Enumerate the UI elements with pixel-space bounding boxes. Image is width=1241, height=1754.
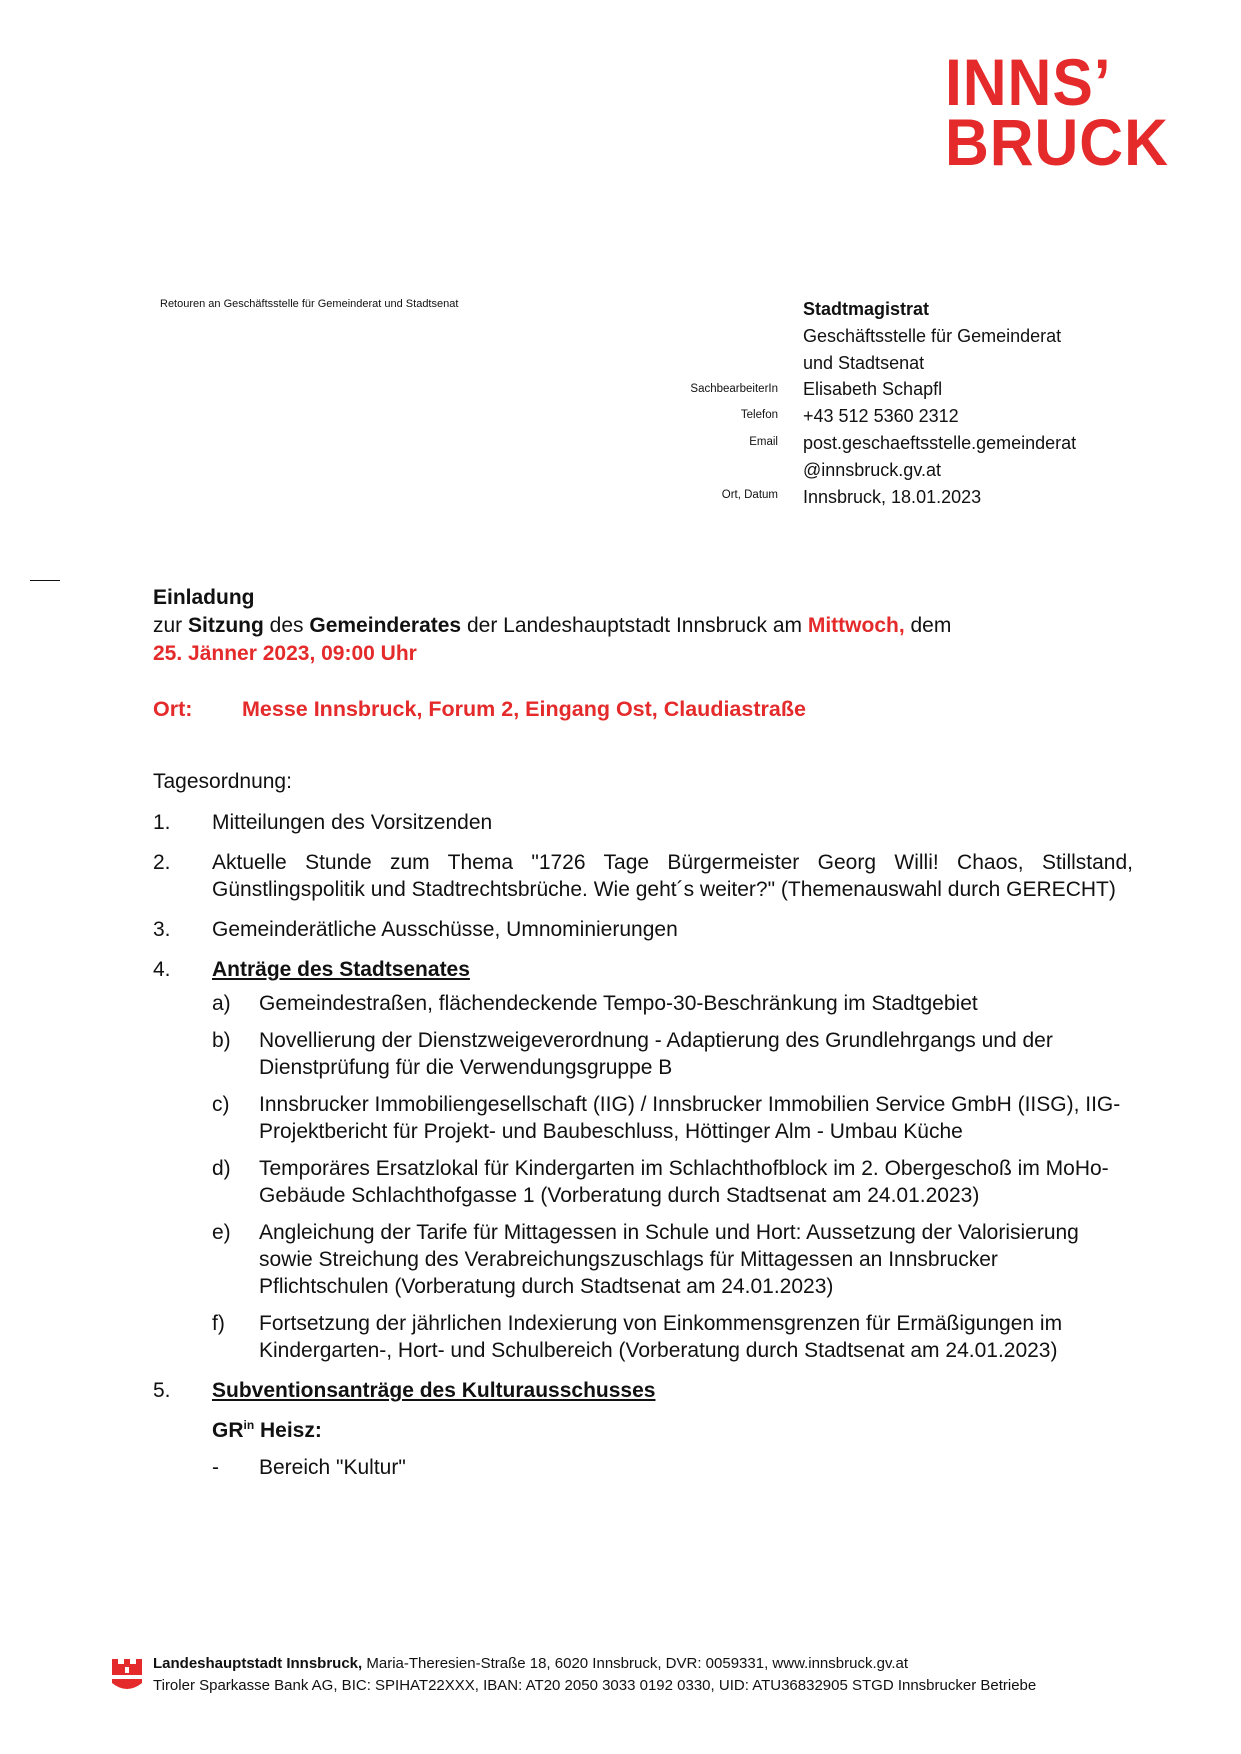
return-address: Retouren an Geschäftsstelle für Gemeinderat und Stadtsenat: [160, 298, 459, 310]
invitation-text-5: der Landeshauptstadt Innsbruck am: [461, 614, 808, 637]
footer-text: [153, 1653, 1036, 1697]
label-place-date: Ort, Datum: [721, 489, 778, 501]
sender-org: Stadtmagistrat: [803, 299, 930, 319]
agenda-item-number: 5.: [153, 1379, 171, 1402]
speaker-prefix: GR: [212, 1419, 244, 1442]
subitem-letter: a): [212, 992, 231, 1015]
agenda-item-text: Aktuelle Stunde zum Thema "1726 Tage Bürgermeister Georg Willi! Chaos, Stillstand, Günstlingspolitik und Stadtrechtsbrüche. Wie geht´s weiter?" (Themenauswahl durch GERECHT): [212, 851, 1133, 901]
invitation-text-2: Sitzung: [188, 614, 264, 637]
city-crest-icon: [110, 1655, 144, 1695]
footer-org: Landeshauptstadt Innsbruck,: [153, 1655, 363, 1672]
logo-line-1: INNS’: [945, 45, 1112, 119]
subitem-text: Angleichung der Tarife für Mittagessen in Schule und Hort: Aussetzung der Valorisierung sowie Streichung des Verabreichungszuschlags für Mittagessen an Innsbrucker Pflichtschulen (Vorberatung durch Stadtsenat am 24.01.2023): [259, 1221, 1079, 1298]
agenda-item-number: 2.: [153, 851, 171, 874]
label-phone: Telefon: [740, 409, 778, 421]
agenda-item-number: 3.: [153, 918, 171, 941]
agenda-item-number: 1.: [153, 811, 171, 834]
agenda-item-number: 4.: [153, 958, 171, 981]
agenda-item-heading: Subventionsanträge des Kulturausschusses: [212, 1379, 656, 1402]
agenda-item-1: [153, 809, 1133, 836]
sender-email-line-1: post.geschaeftsstelle.gemeinderat: [803, 432, 1077, 453]
agenda-heading: Tagesordnung:: [153, 770, 292, 793]
sender-block: [803, 296, 1076, 510]
invitation-text-7: dem: [904, 614, 952, 637]
subitem-text: Fortsetzung der jährlichen Indexierung von Einkommensgrenzen für Ermäßigungen im Kindergarten-, Hort- und Schulbereich (Vorberatung durch Stadtsenat am 24.01.2023): [259, 1312, 1063, 1362]
sender-phone: +43 512 5360 2312: [803, 406, 959, 427]
invitation-text-4: Gemeinderates: [309, 614, 462, 637]
agenda-subitem-e: [153, 1219, 1133, 1300]
location-label: Ort:: [153, 697, 193, 721]
logo-line-2: BRUCK: [945, 105, 1169, 179]
location-value: Messe Innsbruck, Forum 2, Eingang Ost, Claudiastraße: [242, 697, 806, 721]
sender-contact-name: Elisabeth Schapfl: [803, 379, 943, 400]
innsbruck-logo: [945, 45, 1169, 179]
speaker-sup: in: [243, 1418, 255, 1432]
agenda-subitem-d: [153, 1155, 1133, 1209]
location-line: [153, 697, 806, 722]
agenda-item-text: Mitteilungen des Vorsitzenden: [212, 811, 493, 834]
footer-bank-line: Tiroler Sparkasse Bank AG, BIC: SPIHAT22XXX, IBAN: AT20 2050 3033 0192 0330, UID: ATU36832905 STGD Innsbrucker Betriebe: [153, 1677, 1037, 1694]
invitation-text-1: zur: [153, 614, 189, 637]
agenda-subitem-c: [153, 1091, 1133, 1145]
subitem-text: Gemeindestraßen, flächendeckende Tempo-30-Beschränkung im Stadtgebiet: [259, 992, 978, 1015]
sender-place-date: Innsbruck, 18.01.2023: [803, 486, 982, 507]
agenda-item-heading: Anträge des Stadtsenates: [212, 958, 470, 981]
invitation-weekday: Mittwoch,: [807, 614, 905, 637]
subitem-letter: e): [212, 1221, 231, 1244]
invitation-title: Einladung: [153, 586, 255, 609]
footer-address-line: [153, 1653, 1036, 1675]
subitem-text: Innsbrucker Immobiliengesellschaft (IIG) / Innsbrucker Immobilien Service GmbH (IISG), IIG-Projektbericht für Projekt- und Baubeschluss, Höttinger Alm - Umbau Küche: [259, 1093, 1121, 1143]
footer-address: Maria-Theresien-Straße 18, 6020 Innsbruck, DVR: 0059331, www.innsbruck.gv.at: [362, 1655, 909, 1672]
agenda-subitem-b: [153, 1027, 1133, 1081]
invitation-text-3: des: [263, 614, 310, 637]
subitem-letter: c): [212, 1093, 230, 1116]
invitation-block: [153, 584, 1133, 668]
fold-mark: [30, 580, 60, 581]
bullet-text: Bereich "Kultur": [259, 1456, 406, 1479]
speaker-line: [153, 1412, 1133, 1444]
label-email: Email: [749, 436, 778, 448]
culture-bullet: [153, 1454, 1133, 1481]
agenda-item-5: [153, 1377, 1133, 1404]
subitem-letter: f): [212, 1312, 225, 1335]
label-contact: SachbearbeiterIn: [690, 383, 778, 395]
agenda: [153, 768, 1133, 1491]
agenda-item-3: [153, 916, 1133, 943]
agenda-item-text: Gemeinderätliche Ausschüsse, Umnominierungen: [212, 918, 678, 941]
invitation-text: [153, 612, 1133, 640]
subitem-text: Novellierung der Dienstzweigeverordnung - Adaptierung des Grundlehrgangs und der Dienstprüfung für die Verwendungsgruppe B: [259, 1029, 1053, 1079]
invitation-datetime: 25. Jänner 2023, 09:00 Uhr: [153, 642, 417, 665]
sender-dept-line-2: und Stadtsenat: [803, 352, 925, 373]
subitem-letter: b): [212, 1029, 231, 1052]
subitem-letter: d): [212, 1157, 231, 1180]
subitem-text: Temporäres Ersatzlokal für Kindergarten im Schlachthofblock im 2. Obergeschoß im MoHo-Gebäude Schlachthofgasse 1 (Vorberatung durch Stadtsenat am 24.01.2023): [259, 1157, 1109, 1207]
agenda-item-4: [153, 956, 1133, 983]
sender-dept-line-1: Geschäftsstelle für Gemeinderat: [803, 325, 1062, 346]
sender-email-line-2: @innsbruck.gv.at: [803, 459, 941, 480]
speaker-name: Heisz:: [254, 1419, 322, 1442]
bullet-dash: -: [212, 1456, 219, 1479]
agenda-subitem-f: [153, 1310, 1133, 1364]
agenda-item-2: [153, 849, 1133, 903]
agenda-subitem-a: [153, 990, 1133, 1017]
